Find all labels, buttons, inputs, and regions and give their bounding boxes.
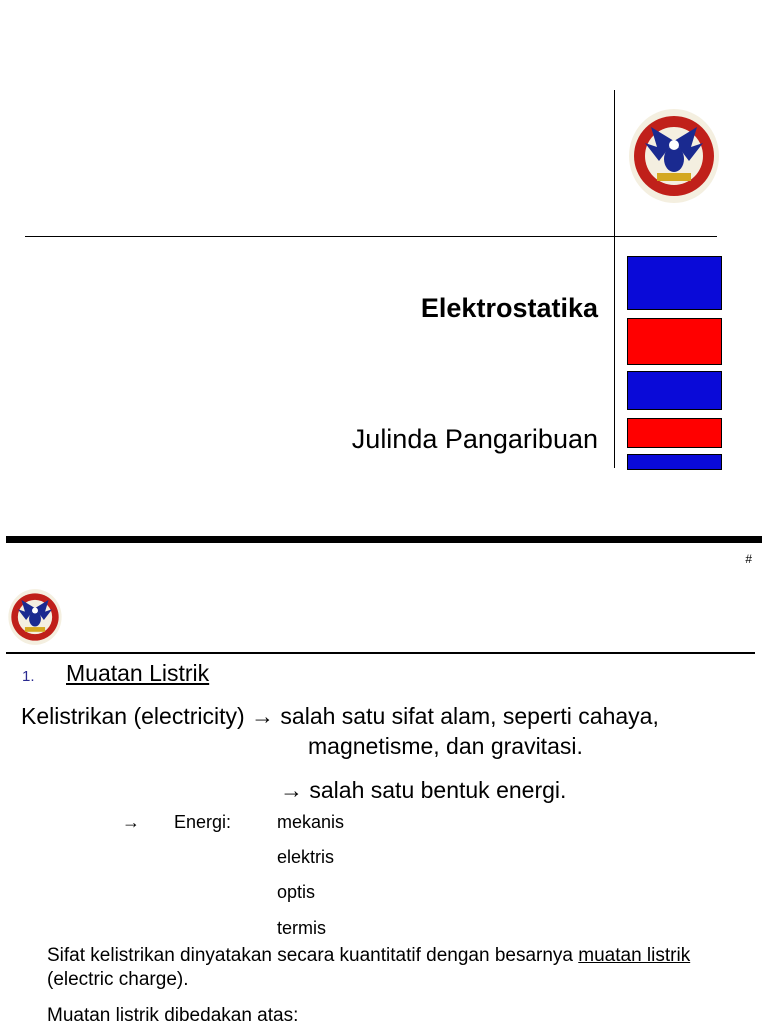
header-rule [6,652,755,654]
eagle-icon [627,107,721,205]
slide-author: Julinda Pangaribuan [351,424,598,454]
section-number: 1. [22,668,35,685]
blue-block-2 [627,371,722,410]
paragraph-text: Sifat kelistrikan dinyatakan secara kuantitatif dengan besarnya [47,945,579,966]
slide-separator [6,536,762,543]
energy-item: elektris [277,847,335,867]
eagle-icon [6,588,64,646]
energy-item: termis [277,918,326,938]
vertical-divider [614,90,615,468]
section-title: Muatan Listrik [66,660,210,686]
page-number: # [745,552,752,566]
charge-types-intro: Muatan listrik dibedakan atas: [47,1005,299,1026]
red-block-2 [627,418,722,448]
university-logo-small [6,588,64,646]
slide-title: Elektrostatika [420,293,598,323]
paragraph-text: (electric charge). [47,969,189,990]
definition-line-1: Kelistrikan (electricity) → salah satu sifat alam, seperti cahaya, [21,703,659,729]
definition-line-1-cont: magnetisme, dan gravitasi. [308,733,583,759]
blue-block-1 [627,256,722,310]
horizontal-divider [25,236,717,237]
energy-item: mekanis [277,812,345,832]
blue-block-3 [627,454,722,470]
red-block-1 [627,318,722,365]
definition-line-2: → salah satu bentuk energi. [280,777,567,803]
charge-paragraph [47,944,737,992]
muatan-listrik-link: muatan listrik [578,945,691,966]
energy-item: optis [277,882,316,902]
energy-label: Energi: [174,812,232,832]
arrow-right-icon: → [122,812,140,832]
university-logo [627,107,721,205]
